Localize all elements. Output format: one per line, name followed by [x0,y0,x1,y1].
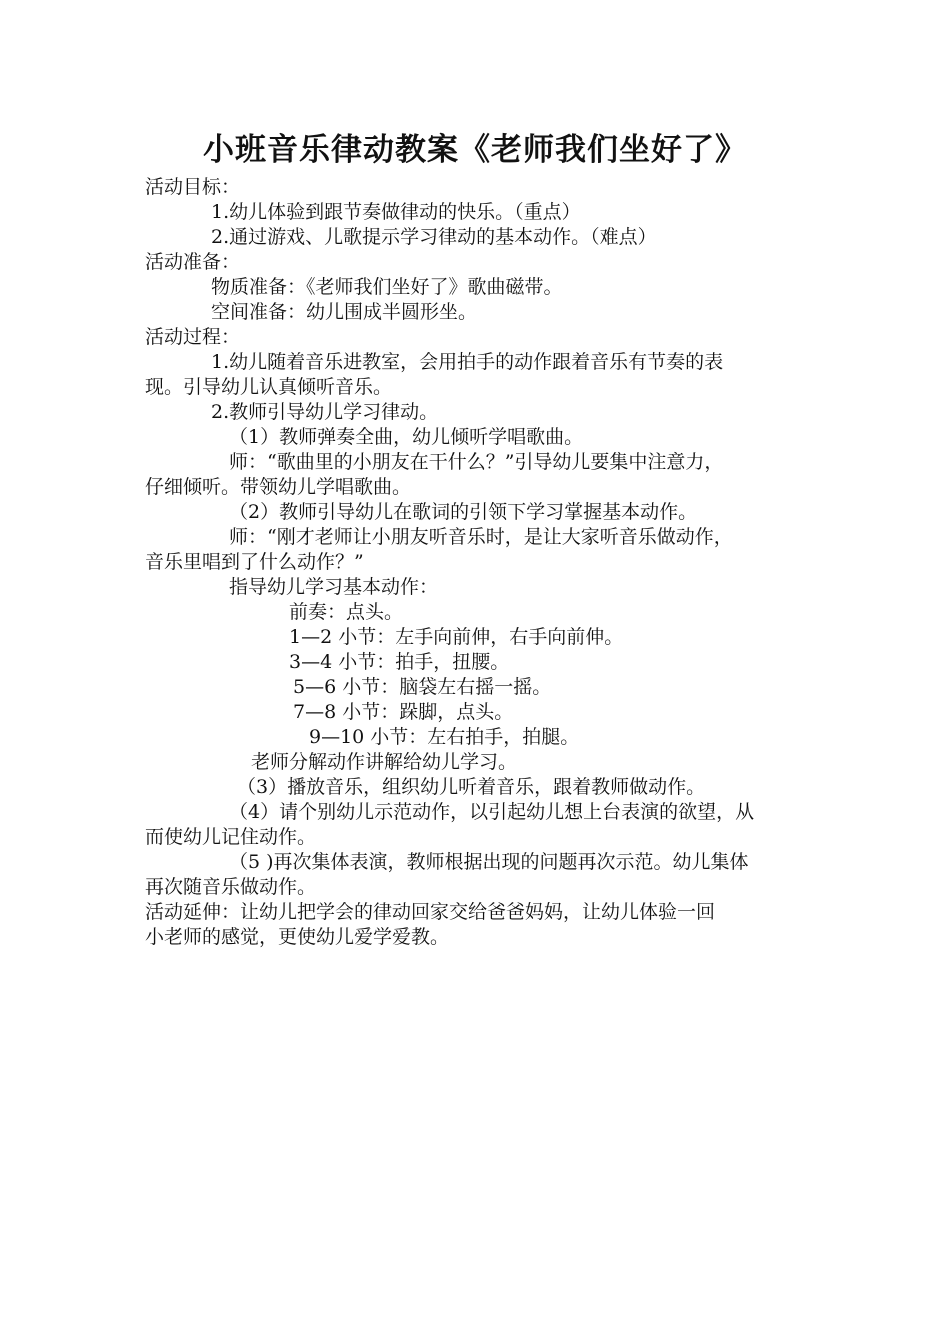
section-extension-continued: 小老师的感觉，更使幼儿爱学爱教。 [145,926,450,948]
preparation-space: 空间准备：幼儿围成半圆形坐。 [211,301,478,323]
section-heading-goals: 活动目标： [145,176,241,198]
movement-item-bars-9-10: 9—10 小节：左右拍手，拍腿。 [309,726,580,748]
process-substep-2: （2）教师引导幼儿在歌词的引领下学习掌握基本动作。 [229,501,698,523]
section-heading-preparation: 活动准备： [145,251,241,273]
movement-item-bars-1-2: 1—2 小节：左手向前伸，右手向前伸。 [289,626,624,648]
goal-item-1: 1.幼儿体验到跟节奏做律动的快乐。（重点） [211,201,581,223]
movement-guide-heading: 指导幼儿学习基本动作： [229,576,439,598]
process-step-2: 2.教师引导幼儿学习律动。 [211,401,439,423]
process-substep-4: （4）请个别幼儿示范动作，以引起幼儿想上台表演的欲望，从 [229,801,755,823]
process-substep-5: （5 )再次集体表演，教师根据出现的问题再次示范。幼儿集体 [229,851,749,873]
teacher-demonstration-note: 老师分解动作讲解给幼儿学习。 [251,751,518,773]
document-body [145,175,835,950]
movement-item-bars-3-4: 3—4 小节：拍手，扭腰。 [289,651,510,673]
teacher-quote-2: 师：“刚才老师让小朋友听音乐时，是让大家听音乐做动作， [229,526,733,548]
process-substep-5-continued: 再次随音乐做动作。 [145,876,317,898]
teacher-quote-1-continued: 仔细倾听。带领幼儿学唱歌曲。 [145,476,412,498]
document-title: 小班音乐律动教案《老师我们坐好了》 [203,132,747,168]
teacher-quote-2-continued: 音乐里唱到了什么动作？” [145,551,364,573]
movement-item-bars-5-6: 5—6 小节：脑袋左右摇一摇。 [293,676,552,698]
process-step-1: 1.幼儿随着音乐进教室，会用拍手的动作跟着音乐有节奏的表 [211,351,724,373]
section-heading-process: 活动过程： [145,326,241,348]
movement-item-prelude: 前奏：点头。 [289,601,404,623]
process-substep-1: （1）教师弹奏全曲，幼儿倾听学唱歌曲。 [229,426,584,448]
teacher-quote-1: 师：“歌曲里的小朋友在干什么？”引导幼儿要集中注意力， [229,451,724,473]
section-extension: 活动延伸：让幼儿把学会的律动回家交给爸爸妈妈，让幼儿体验一回 [145,901,716,923]
process-substep-4-continued: 而使幼儿记住动作。 [145,826,317,848]
process-step-1-continued: 现。引导幼儿认真倾听音乐。 [145,376,393,398]
process-substep-3: （3）播放音乐，组织幼儿听着音乐，跟着教师做动作。 [237,776,706,798]
preparation-material: 物质准备：《老师我们坐好了》歌曲磁带。 [211,276,563,298]
movement-item-bars-7-8: 7—8 小节：跺脚，点头。 [293,701,514,723]
goal-item-2: 2.通过游戏、儿歌提示学习律动的基本动作。（难点） [211,226,657,248]
